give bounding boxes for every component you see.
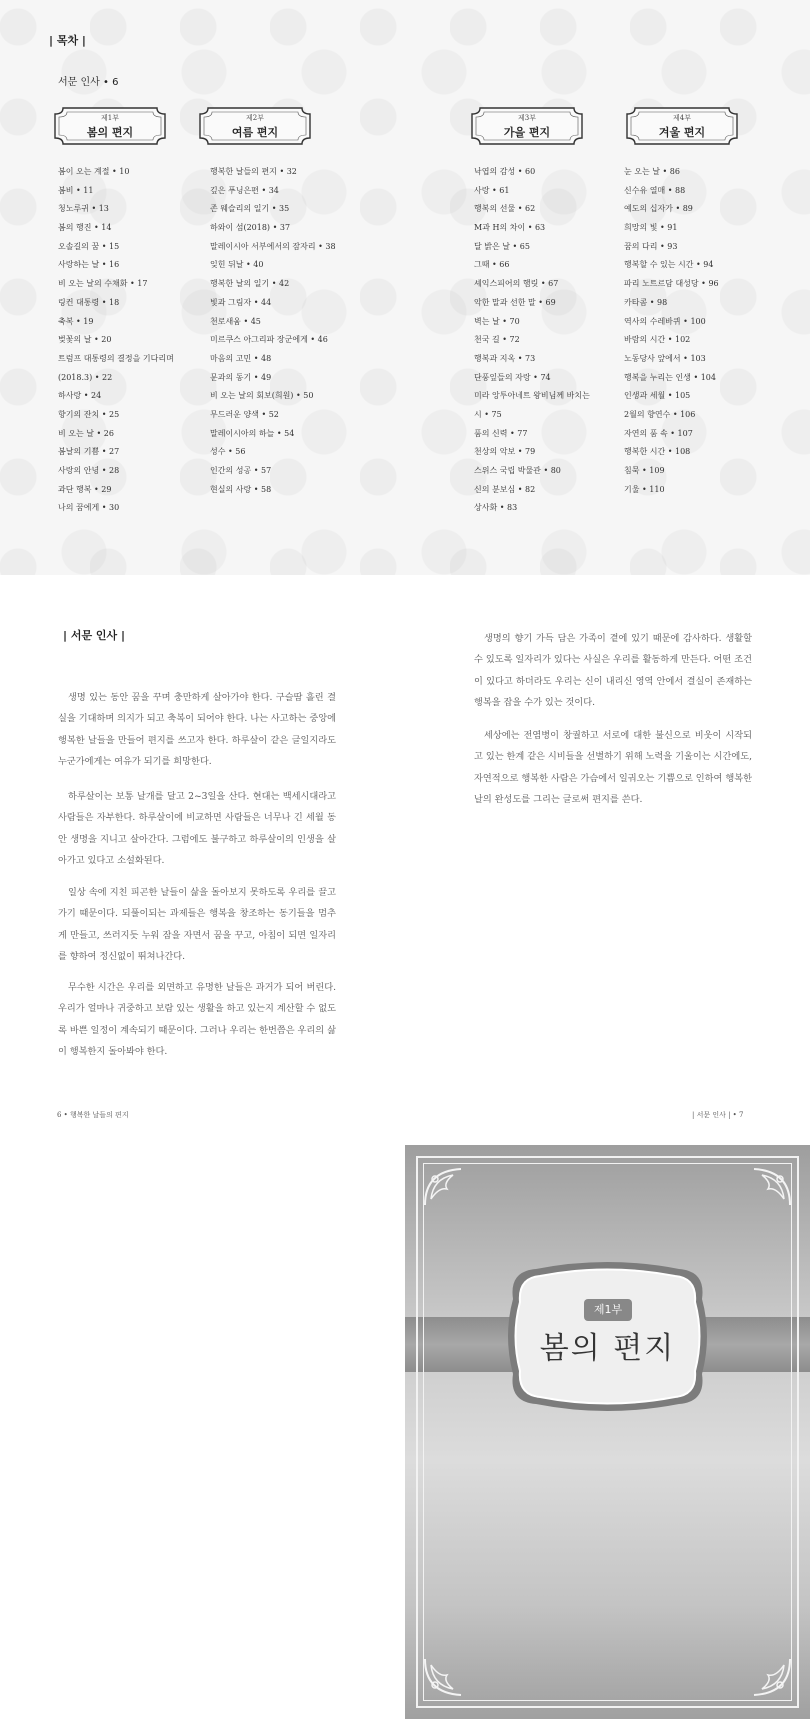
toc-item[interactable]: 인간의 성공 • 57 <box>210 466 272 475</box>
toc-item[interactable]: 행복의 선물 • 62 <box>474 204 536 214</box>
toc-section-tag: | 목차 | <box>49 34 86 47</box>
part-title: 여름 편지 <box>231 126 279 139</box>
part-2-label <box>198 106 312 146</box>
toc-item[interactable]: 행복과 지옥 • 73 <box>474 353 536 363</box>
toc-item[interactable]: 파리 노트르담 대성당 • 96 <box>624 279 719 289</box>
cover-inner-frame <box>423 1163 792 1701</box>
toc-item[interactable]: 봄날의 기쁨 • 27 <box>58 447 120 457</box>
toc-item[interactable]: 비 오는 날 • 26 <box>58 428 114 438</box>
toc-item[interactable]: 하사랑 • 24 <box>58 391 102 401</box>
toc-item[interactable]: 벽는 날 • 70 <box>474 316 520 326</box>
toc-item[interactable]: 무드러운 양색 • 52 <box>210 409 279 419</box>
toc-item[interactable]: 침묵 • 109 <box>624 466 665 475</box>
toc-item[interactable]: 잊힌 뒤날 • 40 <box>210 260 264 270</box>
toc-item[interactable]: 링컨 대통령 • 18 <box>58 297 120 307</box>
part-1-label <box>53 106 167 146</box>
toc-item[interactable]: 상사화 • 83 <box>474 503 518 513</box>
preface-paragraph: 세상에는 전염병이 창궐하고 서로에 대한 불신으로 비웃이 시작되고 있는 한계 같은 시비들을 선별하기 위해 노력을 기울이는 시간에도, 자연적으로 행복한 사람은 가슴에서 일궈오는 기쁨으로 인하여 행복한 날의 완성도를 그리는 글로써 편지를 쓴다. <box>474 730 752 805</box>
preface-paragraph: 무수한 시간은 우리를 외면하고 유명한 날들은 과거가 되어 버린다. 우리가 얼마나 귀중하고 보람 있는 생활을 하고 있는지 계산할 수 없도록 바쁜 일정이 계속되기 때문이다. 그러나 우리는 한번쯤은 우리의 삶이 행복한지 돌아봐야 한다. <box>58 982 336 1057</box>
toc-item[interactable]: 행복한 날의 일기 • 42 <box>210 279 290 289</box>
toc-item[interactable]: 천국 길 • 72 <box>474 335 520 345</box>
part-number: 제2부 <box>246 114 264 122</box>
toc-item[interactable]: 기울 • 110 <box>624 484 665 494</box>
cover-title-plaque <box>506 1259 709 1414</box>
toc-item[interactable]: 역사의 수레바퀴 • 100 <box>624 316 706 326</box>
toc-item[interactable]: 나의 꿈에게 • 30 <box>58 503 120 513</box>
toc-item[interactable]: 인생과 세월 • 105 <box>624 391 691 401</box>
preface-heading: | 서문 인사 | <box>63 629 126 642</box>
toc-item[interactable]: 하와이 섬(2018) • 37 <box>210 223 291 233</box>
toc-item[interactable]: 미르쿠스 아그리파 장군에게 • 46 <box>210 335 328 345</box>
part-3-list <box>474 163 590 518</box>
part-2-list <box>210 163 336 499</box>
toc-item[interactable]: 스위스 국립 박물관 • 80 <box>474 466 561 475</box>
footer-left-page-number: 6 • 행복한 날들의 편지 <box>57 1111 129 1119</box>
part-title: 봄의 편지 <box>86 126 134 139</box>
part-number: 제1부 <box>101 114 119 122</box>
toc-item[interactable]: 청노루귀 • 13 <box>58 204 109 214</box>
toc-item[interactable]: 축복 • 19 <box>58 316 94 326</box>
toc-item[interactable]: 카타콤 • 98 <box>624 297 668 307</box>
part-3-label <box>470 106 584 146</box>
toc-item[interactable]: 깊은 푸닝은편 • 34 <box>210 185 279 195</box>
toc-item[interactable]: 신의 분보심 • 82 <box>474 484 536 494</box>
preface-paragraph: 일상 속에 지친 피곤한 날들이 삶을 돌아보지 못하도록 우리를 끌고 가기 때문이다. 되풀이되는 과제들은 행복을 창조하는 동기들을 멈추게 만들고, 쓰러지듯 누워 잠을 자면서 꿈을 꾸고, 아침이 되면 일자리를 향하여 정신없이 뛰쳐나간다. <box>58 887 336 962</box>
toc-item[interactable]: 오솔길의 꿈 • 15 <box>58 241 120 251</box>
toc-item[interactable]: 그때 • 66 <box>474 260 510 270</box>
toc-item[interactable]: 꿈의 다리 • 93 <box>624 241 678 251</box>
toc-page <box>0 0 810 575</box>
toc-item[interactable]: 사랑 • 61 <box>474 185 510 195</box>
toc-item[interactable]: 행복을 누리는 인생 • 104 <box>624 372 716 382</box>
toc-item[interactable]: 행복할 수 있는 시간 • 94 <box>624 260 714 270</box>
toc-item[interactable]: 악한 말과 선한 말 • 69 <box>474 297 556 307</box>
toc-item[interactable]: 봄의 행진 • 14 <box>58 223 112 233</box>
part-title: 가을 편지 <box>503 126 551 139</box>
toc-item[interactable]: 낙엽의 감성 • 60 <box>474 167 536 176</box>
part-1-list <box>58 163 174 518</box>
toc-item[interactable]: 달 밝은 날 • 65 <box>474 241 530 251</box>
toc-item[interactable]: 희망의 빛 • 91 <box>624 223 678 233</box>
toc-item[interactable]: 신수유 열매 • 88 <box>624 185 686 195</box>
toc-item[interactable]: (2018.3) • 22 <box>58 372 113 382</box>
toc-item[interactable]: 비 오는 날의 회보(희원) • 50 <box>210 391 314 401</box>
part-title: 겨울 편지 <box>658 126 706 139</box>
preface-paragraph: 하루살이는 보통 날개를 달고 2~3일을 산다. 현대는 백세시대라고 사람들은 자부한다. 하루살이에 비교하면 사람들은 너무나 긴 세월 동안 생명을 지니고 살아간다. 그럼에도 불구하고 하루살이의 인생을 살아가고 있다고 소설화된다. <box>58 791 336 866</box>
toc-item[interactable]: 행복한 날들의 편지 • 32 <box>210 167 297 176</box>
toc-item[interactable]: 현실의 사랑 • 58 <box>210 484 272 494</box>
toc-item[interactable]: 시 • 75 <box>474 409 502 419</box>
toc-item[interactable]: 천상의 악보 • 79 <box>474 447 536 457</box>
toc-preface-link[interactable]: 서문 인사 • 6 <box>58 77 119 88</box>
toc-item[interactable]: 과단 행복 • 29 <box>58 484 112 494</box>
toc-item[interactable]: 2월의 향연수 • 106 <box>624 409 696 419</box>
toc-item[interactable]: 비 오는 날의 수채화 • 17 <box>58 279 148 289</box>
toc-item[interactable]: 마음의 고민 • 48 <box>210 353 272 363</box>
cover-part-number: 제1부 <box>593 1303 623 1316</box>
toc-item[interactable]: 빛과 그림자 • 44 <box>210 297 272 307</box>
toc-item[interactable]: 벚꽃의 날 • 20 <box>58 335 112 345</box>
corner-ornament-icon <box>421 1165 471 1215</box>
toc-item[interactable]: 존 웨슬리의 일기 • 35 <box>210 204 290 214</box>
toc-item[interactable]: 말레이시아 서부에서의 잠자리 • 38 <box>210 241 336 251</box>
part-4-list <box>624 163 719 499</box>
part-4-label <box>625 106 739 146</box>
toc-item[interactable]: 바람의 시간 • 102 <box>624 335 691 345</box>
toc-item[interactable]: 말레이시아의 하늘 • 54 <box>210 428 295 438</box>
toc-item[interactable]: 자연의 품 속 • 107 <box>624 428 693 438</box>
preface-paragraph: 생명의 향기 가득 담은 가족이 곁에 있기 때문에 감사하다. 생활할 수 있도록 일자리가 있다는 사실은 우리를 활동하게 만든다. 어떤 조건이 있다고 하더라도 우리는 신이 내리신 영역 안에서 결실이 존재하는 행복을 잡을 수가 있는 것이다. <box>474 633 752 708</box>
part-number: 제4부 <box>673 114 691 122</box>
toc-item[interactable]: 눈 오는 날 • 86 <box>624 167 680 176</box>
toc-item[interactable]: 셰익스피어의 햄릿 • 67 <box>474 279 559 289</box>
toc-item[interactable]: 문과의 동기 • 49 <box>210 372 272 382</box>
toc-item[interactable]: 사랑의 안녕 • 28 <box>58 466 120 475</box>
toc-item[interactable]: 사랑하는 날 • 16 <box>58 260 120 270</box>
toc-item[interactable]: 트럼프 대통령의 결정을 기다리며 <box>58 353 174 363</box>
toc-item[interactable]: 예도의 십자가 • 89 <box>624 204 693 214</box>
corner-ornament-icon <box>421 1649 471 1699</box>
corner-ornament-icon <box>744 1165 794 1215</box>
cover-title: 봄의 편지 <box>539 1331 676 1366</box>
part-cover-page <box>405 1145 810 1719</box>
toc-item[interactable]: 천로새움 • 45 <box>210 316 261 326</box>
footer-right-page-number: | 서문 인사 | • 7 <box>692 1111 744 1119</box>
toc-item[interactable]: 행복한 시간 • 108 <box>624 447 691 457</box>
toc-item[interactable]: 품의 신력 • 77 <box>474 428 528 438</box>
toc-item[interactable]: 노동당사 앞에서 • 103 <box>624 353 706 363</box>
preface-paragraph: 생명 있는 동안 꿈을 꾸며 충만하게 살아가야 한다. 구슬땀 흘린 결실을 기대하며 의지가 되고 축복이 되어야 한다. 나는 사고하는 중앙에 행복한 날들을 만들어 편지를 쓰고자 한다. 하루살이 같은 글일지라도 누군가에게는 여유가 되기를 희망한다. <box>58 692 336 767</box>
part-number: 제3부 <box>518 114 536 122</box>
corner-ornament-icon <box>744 1649 794 1699</box>
toc-item[interactable]: 향기의 잔치 • 25 <box>58 409 120 419</box>
toc-item[interactable]: 미라 앙투아네트 왕비님께 바치는 <box>474 391 590 401</box>
toc-item[interactable]: 봄비 • 11 <box>58 185 94 195</box>
toc-item[interactable]: M과 H의 차이 • 63 <box>474 223 546 233</box>
toc-item[interactable]: 성수 • 56 <box>210 447 246 457</box>
toc-item[interactable]: 봄이 오는 계절 • 10 <box>58 167 130 176</box>
toc-item[interactable]: 단풍잎들의 자랑 • 74 <box>474 372 551 382</box>
